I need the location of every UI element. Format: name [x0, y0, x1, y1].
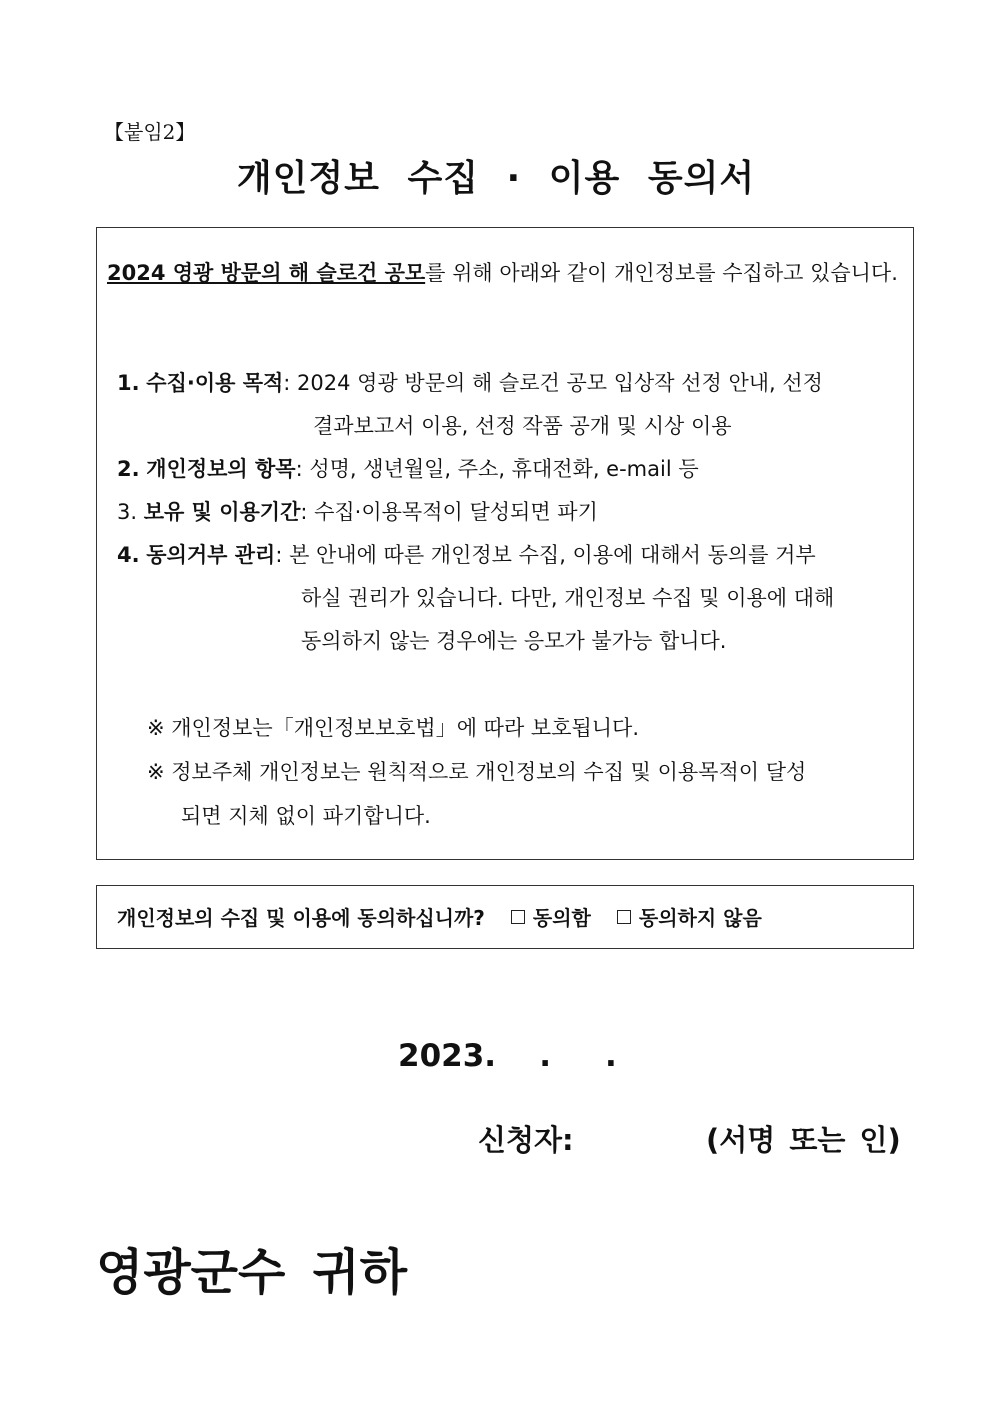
consent-info-box	[96, 227, 914, 860]
document-title: 개인정보 수집 · 이용 동의서	[236, 158, 756, 199]
item-retention	[117, 491, 905, 534]
item-label: 보유 및 이용기간	[143, 500, 301, 524]
item-refusal-continued-1: 하실 권리가 있습니다. 다만, 개인정보 수집 및 이용에 대해	[301, 586, 835, 610]
consent-question: 개인정보의 수집 및 이용에 동의하십니까?	[117, 906, 485, 930]
item-purpose	[117, 362, 905, 405]
item-label: 수집·이용 목적	[146, 371, 284, 395]
intro-paragraph	[107, 254, 905, 293]
item-label: 개인정보의 항목	[146, 457, 296, 481]
date-field: 2023. . .	[398, 1038, 617, 1074]
item-number: 4.	[117, 543, 140, 567]
note-destruction-continued: 되면 지체 없이 파기합니다.	[181, 804, 431, 828]
item-number: 3.	[117, 500, 138, 524]
item-text: : 2024 영광 방문의 해 슬로건 공모 입상작 선정 안내, 선정	[283, 371, 823, 395]
item-refusal-continued-2: 동의하지 않는 경우에는 응모가 불가능 합니다.	[301, 629, 727, 653]
note-destruction: ※ 정보주체 개인정보는 원칙적으로 개인정보의 수집 및 이용목적이 달성	[147, 760, 807, 784]
item-text: : 수집·이용목적이 달성되면 파기	[300, 500, 598, 524]
item-label: 동의거부 관리	[146, 543, 276, 567]
intro-rest: 를 위해 아래와 같이 개인정보를 수집하고 있습니다.	[425, 261, 898, 285]
item-text: : 본 안내에 따른 개인정보 수집, 이용에 대해서 동의를 거부	[275, 543, 816, 567]
applicant-label: 신청자:	[478, 1123, 574, 1157]
item-fields	[117, 448, 905, 491]
recipient: 영광군수 귀하	[96, 1244, 408, 1301]
intro-highlight: 2024 영광 방문의 해 슬로건 공모	[107, 261, 426, 285]
disagree-checkbox[interactable]	[617, 910, 631, 924]
item-refusal	[117, 534, 905, 577]
item-number: 1.	[117, 371, 140, 395]
agree-label: 동의함	[532, 906, 591, 930]
item-purpose-continued: 결과보고서 이용, 선정 작품 공개 및 시상 이용	[313, 414, 732, 438]
attachment-label: 【붙임2】	[104, 120, 196, 144]
item-number: 2.	[117, 457, 140, 481]
item-text: : 성명, 생년월일, 주소, 휴대전화, e-mail 등	[295, 457, 699, 481]
agree-checkbox[interactable]	[511, 910, 525, 924]
consent-question-row	[117, 902, 762, 931]
disagree-label: 동의하지 않음	[638, 906, 762, 930]
note-protection: ※ 개인정보는「개인정보보호법」에 따라 보호됩니다.	[147, 716, 640, 740]
signature-label: (서명 또는 인)	[706, 1123, 901, 1157]
consent-question-box	[96, 885, 914, 949]
